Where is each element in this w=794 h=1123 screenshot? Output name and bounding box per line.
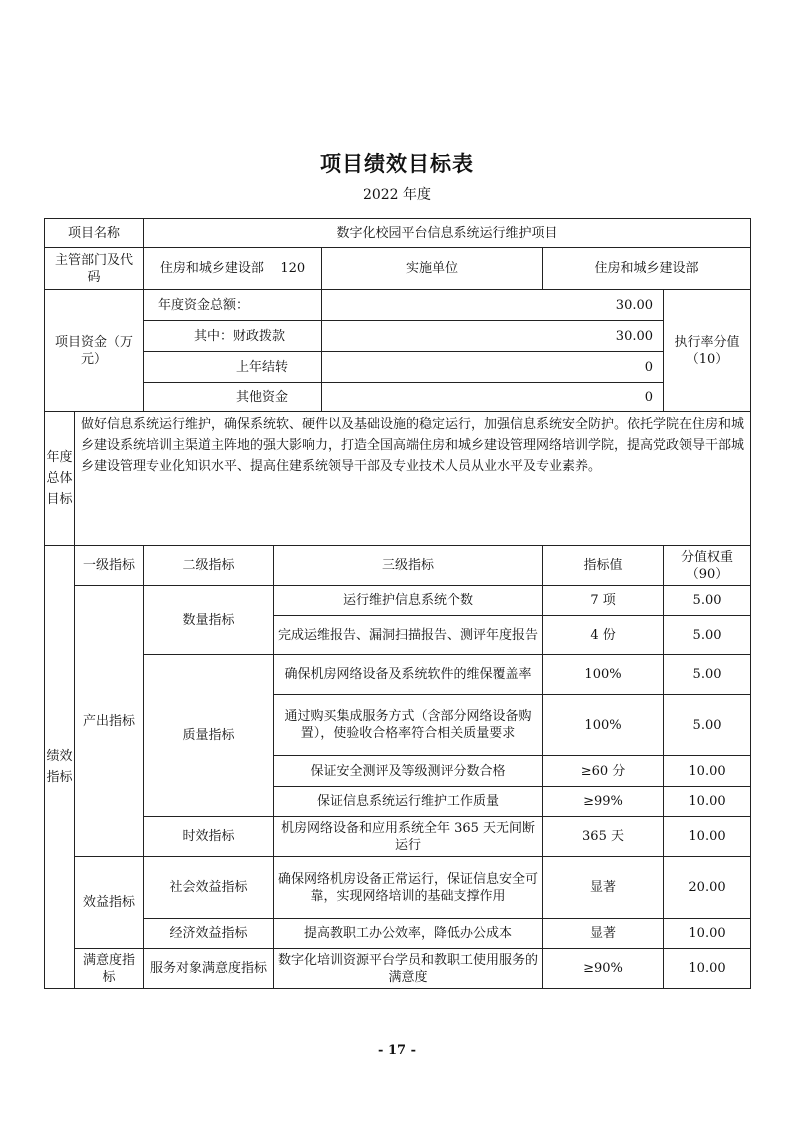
indicator-value: 365 天 <box>543 817 664 857</box>
indicator-value: 100% <box>543 655 664 695</box>
indicator-weight: 5.00 <box>664 695 751 756</box>
impl-unit: 住房和城乡建设部 <box>543 248 751 290</box>
header-value: 指标值 <box>543 546 664 586</box>
other-funds-value: 0 <box>322 383 664 412</box>
indicators-label: 绩效指标 <box>45 546 75 989</box>
social-benefit-label: 社会效益指标 <box>144 857 274 919</box>
indicator-value: ≥60 分 <box>543 756 664 787</box>
page-title: 项目绩效目标表 <box>320 152 474 176</box>
indicator-name: 数字化培训资源平台学员和教职工使用服务的满意度 <box>274 949 543 989</box>
header-level1: 一级指标 <box>75 546 144 586</box>
indicator-weight: 20.00 <box>664 857 751 919</box>
timeliness-label: 时效指标 <box>144 817 274 857</box>
indicator-weight: 10.00 <box>664 949 751 989</box>
goal-label: 年度总体目标 <box>45 412 75 546</box>
quantity-label: 数量指标 <box>144 586 274 655</box>
indicator-value: 显著 <box>543 919 664 949</box>
header-weight: 分值权重（90） <box>664 546 751 586</box>
dept-cell <box>144 248 322 290</box>
indicator-weight: 10.00 <box>664 817 751 857</box>
satisfaction-label: 满意度指标 <box>75 949 144 989</box>
indicator-weight: 5.00 <box>664 616 751 655</box>
indicator-value: 4 份 <box>543 616 664 655</box>
total-funds-value: 30.00 <box>322 290 664 321</box>
quality-label: 质量指标 <box>144 655 274 817</box>
indicator-value: 显著 <box>543 857 664 919</box>
fiscal-funds-label: 其中：财政拨款 <box>144 321 322 352</box>
indicator-weight: 10.00 <box>664 787 751 817</box>
indicator-value: 7 项 <box>543 586 664 616</box>
page-number: - 17 - <box>378 1043 416 1058</box>
impl-label: 实施单位 <box>322 248 543 290</box>
service-satisfaction-label: 服务对象满意度指标 <box>144 949 274 989</box>
indicator-name: 确保网络机房设备正常运行，保证信息安全可靠，实现网络培训的基础支撑作用 <box>274 857 543 919</box>
header-level3: 三级指标 <box>274 546 543 586</box>
output-label: 产出指标 <box>75 586 144 857</box>
project-name-label: 项目名称 <box>45 219 144 248</box>
dept-code: 120 <box>280 261 306 276</box>
other-funds-label: 其他资金 <box>144 383 322 412</box>
indicator-name: 机房网络设备和应用系统全年 365 天无间断运行 <box>274 817 543 857</box>
year-subtitle: 2022 年度 <box>362 187 432 203</box>
indicator-name: 保证信息系统运行维护工作质量 <box>274 787 543 817</box>
indicator-name: 确保机房网络设备及系统软件的维保覆盖率 <box>274 655 543 695</box>
project-name: 数字化校园平台信息系统运行维护项目 <box>144 219 751 248</box>
indicator-weight: 5.00 <box>664 586 751 616</box>
goal-text: 做好信息系统运行维护，确保系统软、硬件以及基础设施的稳定运行，加强信息系统安全防护。依托学院在住房和城乡建设系统培训主渠道主阵地的强大影响力，打造全国高端住房和城乡建设管理网络培训学院，提高党政领导干部城乡建设管理专业化知识水平、提高住建系统领导干部及专业技术人员从业水平及专业素养。 <box>75 412 751 546</box>
indicator-name: 保证安全测评及等级测评分数合格 <box>274 756 543 787</box>
exec-rate-label: 执行率分值（10） <box>664 290 751 412</box>
indicator-name: 通过购买集成服务方式（含部分网络设备购置），使验收合格率符合相关质量要求 <box>274 695 543 756</box>
indicator-name: 完成运维报告、漏洞扫描报告、测评年度报告 <box>274 616 543 655</box>
carryover-value: 0 <box>322 352 664 383</box>
performance-table <box>44 218 751 989</box>
indicator-value: 100% <box>543 695 664 756</box>
fiscal-funds-value: 30.00 <box>322 321 664 352</box>
indicator-weight: 10.00 <box>664 919 751 949</box>
indicator-name: 运行维护信息系统个数 <box>274 586 543 616</box>
indicator-weight: 5.00 <box>664 655 751 695</box>
indicator-value: ≥90% <box>543 949 664 989</box>
indicator-value: ≥99% <box>543 787 664 817</box>
economic-benefit-label: 经济效益指标 <box>144 919 274 949</box>
header-level2: 二级指标 <box>144 546 274 586</box>
indicator-weight: 10.00 <box>664 756 751 787</box>
indicator-name: 提高教职工办公效率，降低办公成本 <box>274 919 543 949</box>
dept-label: 主管部门及代码 <box>45 248 144 290</box>
carryover-label: 上年结转 <box>144 352 322 383</box>
funds-label: 项目资金（万元） <box>45 290 144 412</box>
dept-name: 住房和城乡建设部 <box>159 261 264 276</box>
total-funds-label: 年度资金总额： <box>144 290 322 321</box>
benefit-label: 效益指标 <box>75 857 144 949</box>
